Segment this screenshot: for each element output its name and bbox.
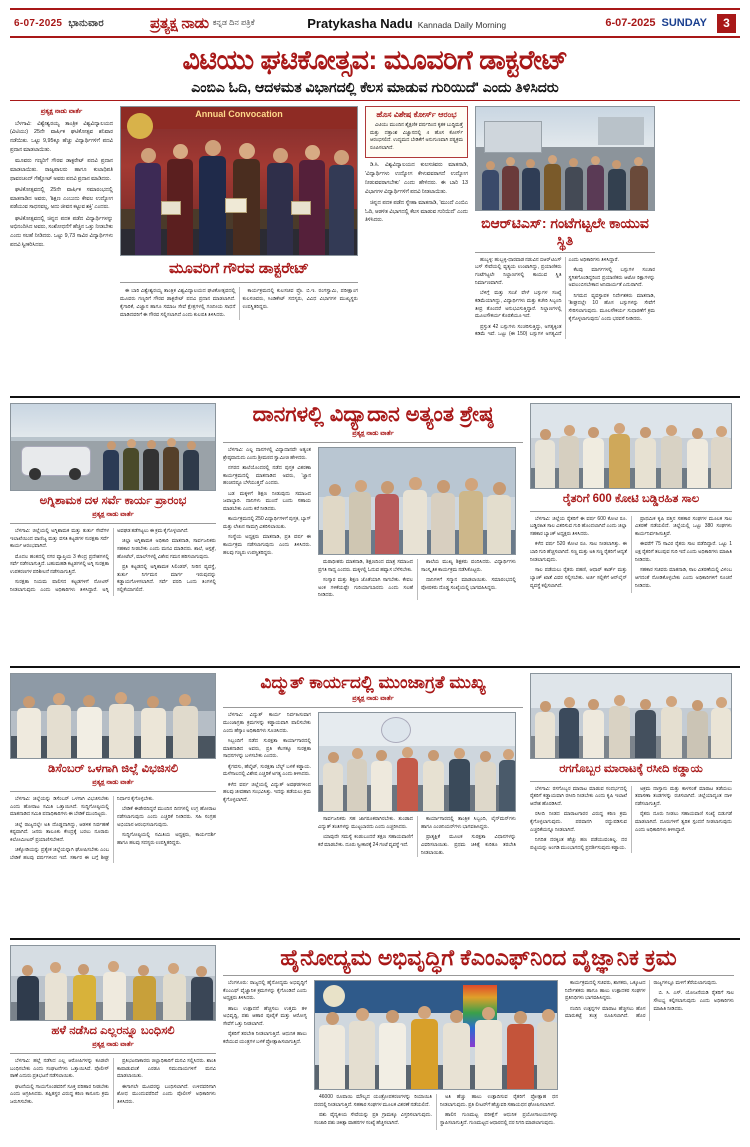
vidyadana-block: [223, 403, 523, 661]
district-division-block: [10, 673, 216, 933]
paragraph: ವಿಟಿಯು ಮುಂದಿನ ಶೈಕ್ಷಣಿಕ ವರ್ಷದಿಂದ ಕೃತಕ ಬುದ್ಧಿಮತ್ತೆ ಮತ್ತು ದತ್ತಾಂಶ ವಿಜ್ಞಾನದಲ್ಲಿ 4 ಹೊಸ ಕೋರ್ಸ್ ಆರಂಭಿಸಲಿದೆ. ಉದ್ಯಮದ ಬೇಡಿಕೆಗೆ ಅನುಗುಣವಾಗಿ ಪಠ್ಯಕ್ರಮ ರೂಪಿಸಲಾಗಿದೆ.: [370, 123, 463, 151]
workshop-photo: [318, 712, 516, 812]
paragraph: ಸುರಕ್ಷತಾ ನಿಯಮ ಪಾಲಿಸದ ಕಟ್ಟಡಗಳಿಗೆ ನೋಟಿಸ್ ನೀಡಲಾಗುವುದು ಎಂದು ಅಧಿಕಾರಿಗಳು ತಿಳಿಸಿದ್ದಾರೆ. ಅಗ್ನಿ ಅವಘಡ ತಡೆಗಟ್ಟಲು ಈ ಕ್ರಮ ಕೈಗೊಳ್ಳಲಾಗಿದೆ.: [10, 527, 189, 594]
paragraph: ಚಿನ್ನದ ಪದಕ ಪಡೆದ ಸ್ನೇಹಾ ಮಾತನಾಡಿ, 'ಮುಂದೆ ಎಂಬಿಎ ಓದಿ, ಆಡಳಿತ ವಿಭಾಗದಲ್ಲಿ ಕೆಲಸ ಮಾಡುವ ಗುರಿಯಿದೆ' ಎಂದು ತಿಳಿಸಿದರು.: [365, 199, 468, 224]
office-meeting-photo: [530, 673, 732, 759]
paragraph: ಹಾಲು ಉತ್ಪಾದನೆ ಹೆಚ್ಚಿಸಲು ಉತ್ತಮ ತಳಿ ಅಭಿವೃದ್ಧಿ, ಪಶು ಆಹಾರ ಪೂರೈಕೆ ಮತ್ತು ಆರೋಗ್ಯ ಸೇವೆಗೆ ಒತ್ತು ನೀಡಲಾಗಿದೆ.: [223, 1005, 307, 1028]
lead-column-1: [10, 106, 113, 391]
masthead-date-left: [14, 18, 104, 29]
paragraph: ಈವರೆಗೆ 75 ಸಾವಿರ ರೈತರು ಸಾಲ ಪಡೆದಿದ್ದಾರೆ. ಒಟ್ಟು 1 ಲಕ್ಷ ರೈತರಿಗೆ ತಲುಪುವ ಗುರಿ ಇದೆ ಎಂದು ಅಧಿಕಾರಿಗಳು ಮಾಹಿತಿ ನೀಡಿದರು.: [635, 541, 732, 563]
lead-column-3: [365, 106, 468, 391]
paragraph: ಬೆಳಗಾವಿ: ವಿದ್ಯುತ್ ಕಾರ್ಯ ನಿರ್ವಹಿಸುವಾಗ ಮುಂಜಾಗ್ರತಾ ಕ್ರಮಗಳನ್ನು ಕಡ್ಡಾಯವಾಗಿ ಪಾಲಿಸಬೇಕು ಎಂದು ಹೆಸ್ಕಾಂ ಅಧಿಕಾರಿಗಳು ಸೂಚಿಸಿದರು.: [223, 712, 311, 734]
paragraph: ಅತಿ ಹೆಚ್ಚು ಹಾಲು ಉತ್ಪಾದಿಸುವ ರೈತರಿಗೆ ಪ್ರೋತ್ಸಾಹ ಧನ ನೀಡಲಾಗುವುದು. ಪ್ರತಿ ಲೀಟರ್‌ಗೆ ಹೆಚ್ಚುವರಿ ಸಹಾಯಧನ ಘೋಷಿಸಲಾಗಿದೆ.: [440, 1093, 558, 1108]
farmer-loan-text: [530, 516, 732, 593]
electricity-inner: [223, 712, 523, 857]
district-division-byline: ಪ್ರತ್ಯಕ್ಷ ನಾಡು ವಾರ್ತೆ: [92, 778, 134, 786]
paragraph: ಕಾರ್ಯಕ್ರಮದಲ್ಲಿ ಕುಲಸಚಿವ ಪ್ರೊ. ಬಿ.ಇ. ರಂಗಸ್ವಾಮಿ, ಪರೀಕ್ಷಾಂಗ ಕುಲಸಚಿವರು, ಸಿಂಡಿಕೇಟ್ ಸದಸ್ಯರು, ವಿವಿಧ ವಿಭಾಗಗಳ ಮುಖ್ಯಸ್ಥರು ಉಪಸ್ಥಿತರಿದ್ದರು.: [242, 287, 358, 311]
electricity-col-2-text: [318, 816, 516, 857]
kmf-col-1: [223, 980, 307, 1130]
farmer-loan-photo: [530, 403, 732, 489]
paragraph: ರೈತರು ದೂರು ನೀಡಲು ಸಹಾಯವಾಣಿ ಸಂಖ್ಯೆ ಬಿಡುಗಡೆ ಮಾಡಲಾಗಿದೆ. ದೂರುಗಳಿಗೆ ತ್ವರಿತ ಸ್ಪಂದನೆ ನೀಡಲಾಗುವುದು ಎಂದು ಅಧಿಕಾರಿಗಳು ತಿಳಿಸಿದ್ದಾರೆ.: [635, 811, 732, 833]
paragraph: ಬಡ ಮಕ್ಕಳಿಗೆ ಶಿಕ್ಷಣ ನೀಡುವುದು ಸಮಾಜದ ಜವಾಬ್ದಾರಿ. ದಾನಿಗಳು ಮುಂದೆ ಬಂದು ಸಹಾಯ ಮಾಡಬೇಕು ಎಂದು ಕರೆ ನೀಡಿದರು.: [223, 490, 311, 512]
paragraph: ಸಂಸ್ಕಾರ ಮತ್ತು ಶಿಕ್ಷಣ ಜೊತೆಯಾಗಿ ಸಾಗಬೇಕು. ಕೇವಲ ಅಂಕ ಗಳಿಕೆಯಷ್ಟೇ ಗುರಿಯಾಗಬಾರದು ಎಂದು ಸಲಹೆ ನೀಡಿದರು.: [318, 576, 413, 599]
brts-crowd-photo: [475, 106, 655, 211]
divider-red-top: [10, 100, 740, 101]
divider-black-3: [10, 938, 740, 940]
farmer-loan-block: [530, 403, 732, 661]
paragraph: ಕೈಗವಸು, ಹೆಲ್ಮೆಟ್, ಸುರಕ್ಷತಾ ಬೆಲ್ಟ್ ಬಳಕೆ ಕಡ್ಡಾಯ. ಮಳೆಗಾಲದಲ್ಲಿ ವಿಶೇಷ ಎಚ್ಚರಿಕೆ ಅಗತ್ಯ ಎಂದು ತಿಳಿಸಿದರು.: [223, 763, 311, 778]
vidyadana-photo-col: [318, 447, 516, 600]
bottom-row: [10, 945, 740, 1129]
district-division-text: [10, 796, 216, 863]
paragraph: ಡಿ.ಸಿ. ವಿಶ್ವವಿದ್ಯಾಲಯದ ಕುಲಸಚಿವರು ಮಾತನಾಡಿ, 'ವಿದ್ಯಾರ್ಥಿಗಳು ಉದ್ಯೋಗ ಕೇಳುವವರಾಗದೆ ಉದ್ಯೋಗ ನೀಡುವವರಾಗಬೇಕು' ಎಂದು ಹೇಳಿದರು. ಈ ಬಾರಿ 13 ವಿಭಾಗಗಳ ವಿದ್ಯಾರ್ಥಿಗಳಿಗೆ ಪದವಿ ನೀಡಲಾಯಿತು.: [365, 162, 468, 195]
paragraph: ಬೆಳಗಾವಿ: ಜಿಲ್ಲೆಯ ರೈತರಿಗೆ ಈ ವರ್ಷ 600 ಕೋಟಿ ರೂ. ಬಡ್ಡಿರಹಿತ ಸಾಲ ವಿತರಿಸುವ ಗುರಿ ಹೊಂದಲಾಗಿದೆ ಎಂದು ಜಿಲ್ಲಾ ಸಹಕಾರ ಬ್ಯಾಂಕ್ ಅಧ್ಯಕ್ಷರು ತಿಳಿಸಿದರು.: [530, 515, 627, 538]
vidyadana-col-1: [223, 447, 311, 600]
bottom-band: [10, 945, 740, 1129]
divider-thin: [120, 282, 358, 283]
protest-text: [10, 1058, 216, 1110]
electricity-safety-headline: ವಿದ್ಮುತ್ ಕಾರ್ಯದಲ್ಲಿ ಮುಂಜಾಗ್ರತೆ ಮುಖ್ಯ: [260, 673, 486, 693]
paragraph: ಕಳೆದ ವರ್ಷ 520 ಕೋಟಿ ರೂ. ಸಾಲ ನೀಡಲಾಗಿತ್ತು. ಈ ಬಾರಿ ಗುರಿ ಹೆಚ್ಚಿಸಲಾಗಿದೆ. ಸಣ್ಣ ಮತ್ತು ಅತಿ ಸಣ್ಣ ರೈತರಿಗೆ ಆದ್ಯತೆ ನೀಡಲಾಗುವುದು.: [530, 541, 628, 563]
divider-black-2: [10, 666, 740, 668]
honorary-doctorate-subhead: ಮೂವರಿಗೆ ಗೌರವ ಡಾಕ್ಟರೇಟ್: [169, 260, 309, 278]
lead-subheadline: ಎಂಬಿಎ ಓದಿ, ಆದಳಮತ ವಿಭಾಗದಲ್ಲಿ ಕೆಲಸ ಮಾಡುವ ಗುರಿಯಿದೆ' ಎಂದು ತಿಳಿಸಿದರು: [191, 78, 559, 95]
paragraph: 46000 ರೂಪಾಯಿ ಮೌಲ್ಯದ ಯಂತ್ರೋಪಕರಣಗಳನ್ನು ರಿಯಾಯಿತಿ ದರದಲ್ಲಿ ನೀಡಲಾಗುತ್ತಿದೆ. ಸಹಕಾರ ಸಂಘಗಳ ಮೂಲಕ ವಿತರಣೆ ನಡೆಯಲಿದೆ.: [314, 1093, 432, 1108]
paragraph: ಮಠಾಧೀಶರು ಮಾತನಾಡಿ, ಶಿಕ್ಷಣದಿಂದ ಮಾತ್ರ ಸಮಾಜದ ಪ್ರಗತಿ ಸಾಧ್ಯ ಎಂದರು. ಮಕ್ಕಳಲ್ಲಿ ಓದುವ ಹವ್ಯಾಸ ಬೆಳೆಸಬೇಕು.: [318, 558, 413, 573]
divider-thin: [223, 442, 523, 443]
fire-dept-byline: ಪ್ರತ್ಯಕ್ಷ ನಾಡು ವಾರ್ತೆ: [92, 510, 134, 518]
paragraph: ಘಟಿಕೋತ್ಸವದಲ್ಲಿ ಚಿನ್ನದ ಪದಕ ಪಡೆದ ವಿದ್ಯಾರ್ಥಿಗಳನ್ನು ಅಭಿನಂದಿಸಿದ ಅವರು, ಸಂಶೋಧನೆಗೆ ಹೆಚ್ಚಿನ ಒತ್ತು ನೀಡಬೇಕು ಎಂದು ಸಲಹೆ ನೀಡಿದರು. ಒಟ್ಟು 9,73 ಸಾವಿರ ವಿದ್ಯಾರ್ಥಿಗಳು ಪದವಿ ಸ್ವೀಕರಿಸಿದರು.: [10, 215, 113, 248]
divider-thin: [223, 707, 523, 708]
lead-col1-text: [10, 120, 113, 250]
brts-text: [475, 257, 655, 340]
paragraph: ಮೊದಲ ಹಂತದಲ್ಲಿ ನಗರ ವ್ಯಾಪ್ತಿಯ 3 ಕೇಂದ್ರ ಪ್ರದೇಶಗಳಲ್ಲಿ ಸರ್ವೆ ನಡೆಸಲಾಗುತ್ತಿದೆ. ಬಹುಮಹಡಿ ಕಟ್ಟಡಗಳಲ್ಲಿ ಅಗ್ನಿ ಸುರಕ್ಷತಾ ಉಪಕರಣಗಳ ಪರಿಶೀಲನೆ ನಡೆಸಲಾಗುತ್ತಿದೆ.: [10, 553, 109, 576]
divider-thin: [530, 511, 732, 512]
vidyadana-byline: ಪ್ರತ್ಯಕ್ಷ ನಾಡು ವಾರ್ತೆ: [352, 429, 394, 437]
logo-kannada-title: ಪ್ರತ್ಯಕ್ಷ ನಾಡು: [149, 14, 209, 32]
paragraph: ರಸೀದಿ ನೀಡದ ಮಾರಾಟಗಾರರ ವಿರುದ್ಧ ಕಠಿಣ ಕ್ರಮ ಕೈಗೊಳ್ಳಲಾಗುವುದು. ಪರವಾನಗಿ ರದ್ದುಪಡಿಸುವ ಎಚ್ಚರಿಕೆಯನ್ನೂ ನೀಡಲಾಗಿದೆ.: [530, 811, 627, 833]
lead-col3-text: [365, 161, 468, 225]
masthead: [10, 8, 740, 38]
district-division-caption: ಡಿಸೆಂಬರ್ ಒಳಗಾಗಿ ಜಿಲ್ಲೆ ವಿಭಜಿಸಲಿ: [47, 763, 179, 776]
paragraph: ರೈತರಿಗೆ ತರಬೇತಿ ನೀಡಲಾಗುತ್ತಿದೆ. ಆಧುನಿಕ ಹಾಲು ಕರೆಯುವ ಯಂತ್ರಗಳ ಬಳಕೆ ಪ್ರೋತ್ಸಾಹಿಸಲಾಗುತ್ತಿದೆ.: [223, 1031, 307, 1046]
title-english-subtitle: Kannada Daily Morning: [417, 19, 507, 30]
new-course-box-heading: ಹೊಸ ವಿಶೇಷ ಕೋರ್ಸ್ ಆರಂಭ: [376, 110, 457, 120]
divider-thin: [530, 781, 732, 782]
electricity-safety-byline: ಪ್ರತ್ಯಕ್ಷ ನಾಡು ವಾರ್ತೆ: [352, 695, 394, 703]
fertilizer-caption: ರಗಗೊಬ್ಬರ ಮಾರಾಟಕ್ಕೆ ರಸೀದಿ ಕಡ್ಡಾಯ: [559, 763, 703, 776]
brts-headline: ಬಿಆರ್‌ಟಿಎಸ್: ಗಂಟೆಗಟ್ಟಲೇ ಕಾಯುವ ಸ್ಥಿತಿ: [481, 215, 649, 248]
fire-dept-text: [10, 528, 216, 596]
middle-band: [10, 403, 740, 661]
paragraph: ಪ್ರತಿ ಕಟ್ಟಡದಲ್ಲಿ ಅಗ್ನಿಶಾಮಕ ಸಿಲಿಂಡರ್, ನೀರಿನ ವ್ಯವಸ್ಥೆ, ತುರ್ತು ನಿರ್ಗಮನ ಮಾರ್ಗ ಇರುವುದನ್ನು ಕಡ್ಡಾಯಗೊಳಿಸಲಾಗಿದೆ. ಸರ್ವೆ ವರದಿ ಒಂದು ತಿಂಗಳಲ್ಲಿ ಸಲ್ಲಿಕೆಯಾಗಲಿದೆ.: [117, 563, 216, 594]
electricity-col-1: [223, 712, 311, 857]
kmf-col-right: [565, 980, 734, 1130]
paragraph: ನಂದಿನಿ ಉತ್ಪನ್ನಗಳ ಮಾರಾಟ ಹೆಚ್ಚಿಸಲು ಹೊಸ ಮಾರುಕಟ್ಟೆ ತಂತ್ರ ರೂಪಿಸಲಾಗಿದೆ. ಹೊರ ರಾಜ್ಯಗಳಲ್ಲೂ ಮಳಿಗೆ ತೆರೆಯಲಾಗುವುದು.: [565, 979, 718, 1020]
vidyadana-inner: [223, 447, 523, 600]
logo-kannada-subtitle: ಕನ್ನಡ ದಿನ ಪತ್ರಿಕೆ: [212, 18, 255, 27]
divider-thin: [10, 791, 216, 792]
paragraph: ನಿಗಮದ ವ್ಯವಸ್ಥಾಪಕ ನಿರ್ದೇಶಕರು ಮಾತನಾಡಿ, 'ಶೀಘ್ರದಲ್ಲೇ 10 ಹೊಸ ಬಸ್ಸುಗಳನ್ನು ಸೇವೆಗೆ ಸೇರಿಸಲಾಗುವುದು. ಮೂಲಸೌಕರ್ಯ ಸುಧಾರಣೆಗೆ ಕ್ರಮ ಕೈಗೊಳ್ಳಲಾಗುವುದು' ಎಂದು ಭರವಸೆ ನೀಡಿದರು.: [568, 292, 655, 322]
electricity-photo-col: [318, 712, 516, 857]
paragraph: ಯಾವುದೇ ಸಮಸ್ಯೆ ಕಂಡುಬಂದರೆ ತಕ್ಷಣ ಸಹಾಯವಾಣಿಗೆ ಕರೆ ಮಾಡಬೇಕು. ದೂರು ಸ್ವೀಕಾರಕ್ಕೆ 24 ಗಂಟೆ ವ್ಯವಸ್ಥೆ ಇದೆ.: [318, 834, 413, 848]
fire-dept-photo: [10, 403, 216, 491]
convocation-photo: Annual Convocation: [120, 106, 358, 256]
weekday-kannada: ಭಾನುವಾರ: [68, 17, 104, 29]
paragraph: ಪ್ರಾತ್ಯಕ್ಷಿಕೆ ಮೂಲಕ ಸುರಕ್ಷತಾ ವಿಧಾನಗಳನ್ನು ವಿವರಿಸಲಾಯಿತು. ಪ್ರಥಮ ಚಿಕಿತ್ಸೆ ಕುರಿತೂ ತರಬೇತಿ ನೀಡಲಾಯಿತು.: [421, 834, 516, 856]
fire-dept-caption: ಅಗ್ನಿಶಾಮಕ ದಳ ಸರ್ವೆ ಕಾರ್ಯ ಪ್ರಾರಂಭ: [39, 495, 187, 508]
paragraph: ಹಾಲಿನ ಗುಣಮಟ್ಟ ಪರೀಕ್ಷೆಗೆ ಆಧುನಿಕ ಪ್ರಯೋಗಾಲಯಗಳನ್ನು ಸ್ಥಾಪಿಸಲಾಗುತ್ತಿದೆ. ಗುಣಮಟ್ಟದ ಆಧಾರದಲ್ಲಿ ದರ ನಿಗದಿ ಮಾಡಲಾಗುವುದು.: [440, 1111, 558, 1126]
paragraph: ಕಾರ್ಯಕ್ರಮದಲ್ಲಿ ಸಚಿವರು, ಶಾಸಕರು, ಒಕ್ಕೂಟದ ನಿರ್ದೇಶಕರು ಹಾಗೂ ಹಾಲು ಉತ್ಪಾದಕರ ಸಂಘಗಳ ಪ್ರತಿನಿಧಿಗಳು ಭಾಗವಹಿಸಿದ್ದರು.: [565, 979, 646, 1002]
masthead-english-title: [307, 16, 506, 31]
paragraph: ಜಿಲ್ಲಾ ಅಗ್ನಿಶಾಮಕ ಅಧಿಕಾರಿ ಮಾತನಾಡಿ, ಸಾರ್ವಜನಿಕರು ಸಹಕಾರ ನೀಡಬೇಕು ಎಂದು ಮನವಿ ಮಾಡಿದರು. ಶಾಲೆ, ಆಸ್ಪತ್ರೆ, ಹೋಟೆಲ್, ಮಾಲ್‌ಗಳಲ್ಲಿ ವಿಶೇಷ ಗಮನ ಹರಿಸಲಾಗುವುದು.: [117, 538, 216, 560]
title-english: Pratykasha Nadu: [307, 15, 413, 31]
weekday-english: SUNDAY: [661, 17, 707, 29]
paragraph: ಸಹಕಾರ ಸಚಿವರು ಮಾತನಾಡಿ, ಸಾಲ ವಿತರಣೆಯಲ್ಲಿ ವಿಳಂಬ ಆಗದಂತೆ ನೋಡಿಕೊಳ್ಳಬೇಕು ಎಂದು ಅಧಿಕಾರಿಗಳಿಗೆ ಸೂಚನೆ ನೀಡಿದರು.: [635, 567, 732, 589]
lower-band: [10, 673, 740, 933]
protest-photo: [10, 945, 216, 1021]
lead-block: [10, 106, 740, 391]
paragraph: ಬೆಳಗಾವಿ: ಎಲ್ಲ ದಾನಗಳಲ್ಲಿ ವಿದ್ಯಾದಾನವೇ ಅತ್ಯಂತ ಶ್ರೇಷ್ಠವಾದುದು ಎಂದು ಶ್ರೀಮಠದ ಸ್ವಾಮೀಜಿ ಹೇಳಿದರು.: [223, 446, 311, 461]
paragraph: ಕಳೆದ ವರ್ಷ ಜಿಲ್ಲೆಯಲ್ಲಿ ವಿದ್ಯುತ್ ಅವಘಡಗಳಿಂದ ಹಲವು ಜೀವಹಾನಿ ಸಂಭವಿಸಿತ್ತು. ಇದನ್ನು ತಡೆಯಲು ಕ್ರಮ ಕೈಗೊಳ್ಳಲಾಗಿದೆ.: [223, 781, 311, 804]
paragraph: ಕಾರ್ಯಾಗಾರದಲ್ಲಿ ತಾಂತ್ರಿಕ ಸಿಬ್ಬಂದಿ, ಲೈನ್‌ಮನ್‌ಗಳು ಹಾಗೂ ಎಂಜಿನಿಯರ್‌ಗಳು ಭಾಗವಹಿಸಿದ್ದರು.: [421, 816, 516, 830]
paragraph: ಬೇಡಿಕೆ ಈಡೇರದಿದ್ದರೆ ಮುಂದಿನ ದಿನಗಳಲ್ಲಿ ಉಗ್ರ ಹೋರಾಟ ನಡೆಸಲಾಗುವುದು ಎಂದು ಎಚ್ಚರಿಕೆ ನೀಡಿದರು. ಸಹಿ ಸಂಗ್ರಹ ಅಭಿಯಾನ ಆರಂಭಿಸಲಾಗುವುದು.: [117, 806, 216, 828]
divider-thin: [223, 975, 734, 976]
paragraph: ನಿಗದಿತ ದರಕ್ಕಿಂತ ಹೆಚ್ಚು ಹಣ ಪಡೆಯುವಂತಿಲ್ಲ. ದರ ಪಟ್ಟಿಯನ್ನು ಅಂಗಡಿ ಮುಂಭಾಗದಲ್ಲಿ ಪ್ರದರ್ಶಿಸುವುದು ಕಡ್ಡಾಯ.: [530, 837, 627, 851]
paragraph: ಬೆಳಗಾವಿ: ಜಿಲ್ಲೆಯಲ್ಲಿ ಅಗ್ನಿಶಾಮಕ ಮತ್ತು ತುರ್ತು ಸೇವೆಗಳ ಇಲಾಖೆಯಿಂದ ವಾಣಿಜ್ಯ ಮತ್ತು ವಸತಿ ಕಟ್ಟಡಗಳ ಸುರಕ್ಷತಾ ಸರ್ವೆ ಕಾರ್ಯ ಆರಂಭವಾಗಿದೆ.: [10, 527, 109, 550]
lead-photo-column: [120, 106, 358, 391]
vidyadana-headline: ದಾನಗಳಲ್ಲಿ ವಿದ್ಯಾದಾನ ಅತ್ಯಂತ ಶ್ರೇಷ್ಠ: [252, 403, 494, 427]
paragraph: ಸಿಬ್ಬಂದಿಗೆ ನಡೆದ ಸುರಕ್ಷತಾ ಕಾರ್ಯಾಗಾರದಲ್ಲಿ ಮಾತನಾಡಿದ ಅವರು, ಪ್ರತಿ ಕೆಲಸಕ್ಕೂ ಸುರಕ್ಷತಾ ಸಾಧನಗಳನ್ನು ಬಳಸಬೇಕು ಎಂದರು.: [223, 737, 311, 760]
fertilizer-block: [530, 673, 732, 933]
paragraph: ಅಕ್ರಮ ದಾಸ್ತಾನು ಮತ್ತು ಕಾಳಸಂತೆ ಮಾರಾಟ ತಡೆಯಲು ತಪಾಸಣಾ ತಂಡಗಳನ್ನು ರಚಿಸಲಾಗಿದೆ. ಜಿಲ್ಲೆಯಾದ್ಯಂತ ದಾಳಿ ನಡೆಸಲಾಗುತ್ತಿದೆ.: [635, 785, 732, 808]
kmf-col-2-text: [314, 1094, 558, 1130]
kmf-inner: [223, 980, 734, 1130]
paragraph: ಕೆಲವು ಮಾರ್ಗಗಳಲ್ಲಿ ಬಸ್ಸುಗಳ ಸಂಚಾರ ಸ್ಥಗಿತಗೊಂಡಿದ್ದರಿಂದ ಪ್ರಯಾಣಿಕರು ಆಟೋ ರಿಕ್ಷಾಗಳನ್ನು ಅವಲಂಬಿಸಬೇಕಾದ ಅನಿವಾರ್ಯತೆ ಎದುರಾಗಿದೆ.: [568, 266, 655, 289]
paragraph: ಪಶು ವೈದ್ಯಕೀಯ ಸೇವೆಯನ್ನು ಪ್ರತಿ ಗ್ರಾಮಕ್ಕೂ ವಿಸ್ತರಿಸಲಾಗುವುದು. ಸಂಚಾರಿ ಪಶು ಚಿಕಿತ್ಸಾ ವಾಹನಗಳ ಸಂಖ್ಯೆ ಹೆಚ್ಚಿಸಲಾಗಿದೆ.: [314, 1111, 432, 1126]
divider-thin: [475, 252, 655, 253]
paragraph: ಪ್ರಸ್ತುತ 42 ಬಸ್ಸುಗಳು ಸಂಚರಿಸುತ್ತಿದ್ದು, ಅಗತ್ಯಕ್ಕಿಂತ ಕಡಿಮೆ ಇವೆ. ಒಟ್ಟು (ಈ 150) ಬಸ್ಸುಗಳ ಅಗತ್ಯವಿದೆ ಎಂದು ಅಧಿಕಾರಿಗಳು ತಿಳಿಸಿದ್ದಾರೆ.: [475, 256, 619, 338]
protest-byline: ಪ್ರತ್ಯಕ್ಷ ನಾಡು ವಾರ್ತೆ: [92, 1040, 134, 1048]
masthead-logo: [150, 15, 255, 32]
paragraph: ಪ್ರತಿಭಟನಾಕಾರರು ಜಿಲ್ಲಾಧಿಕಾರಿಗೆ ಮನವಿ ಸಲ್ಲಿಸಿದರು. ಶಾಂತಿ ಕಾಪಾಡುವಂತೆ ಎರಡೂ ಸಮುದಾಯಗಳಿಗೆ ಮನವಿ ಮಾಡಲಾಯಿತು.: [117, 1057, 216, 1080]
protest-block: [10, 945, 216, 1129]
kmf-photo-col: [314, 980, 558, 1130]
paragraph: ಶಾಲೆಯ ಮುಖ್ಯ ಶಿಕ್ಷಕರು ವಂದಿಸಿದರು. ವಿದ್ಯಾರ್ಥಿಗಳು ಸಾಂಸ್ಕೃತಿಕ ಕಾರ್ಯಕ್ರಮ ನಡೆಸಿಕೊಟ್ಟರು.: [421, 558, 516, 573]
paragraph: ಬೆಳಗಾವಿ: ವಿಶ್ವೇಶ್ವರಯ್ಯ ತಾಂತ್ರಿಕ ವಿಶ್ವವಿದ್ಯಾಲಯದ (ವಿಟಿಯು) 25ನೇ ವಾರ್ಷಿಕ ಘಟಿಕೋತ್ಸವ ಶನಿವಾರ ನಡೆಯಿತು. ಒಟ್ಟು 9,95ಕ್ಕೂ ಹೆಚ್ಚು ವಿದ್ಯಾರ್ಥಿಗಳಿಗೆ ಪದವಿ ಪ್ರದಾನ ಮಾಡಲಾಯಿತು.: [10, 120, 113, 153]
fertilizer-text: [530, 786, 732, 853]
paragraph: ಬೆಳಗಾವಿ: ರಸಗೊಬ್ಬರ ಮಾರಾಟ ಮಾಡುವ ಸಂದರ್ಭದಲ್ಲಿ ರೈತರಿಗೆ ಕಡ್ಡಾಯವಾಗಿ ರಸೀದಿ ನೀಡಬೇಕು ಎಂದು ಕೃಷಿ ಇಲಾಖೆ ಆದೇಶ ಹೊರಡಿಸಿದೆ.: [530, 785, 627, 808]
paragraph: ಪ್ರಾಥಮಿಕ ಕೃಷಿ ಪತ್ತಿನ ಸಹಕಾರ ಸಂಘಗಳ ಮೂಲಕ ಸಾಲ ವಿತರಣೆ ನಡೆಯಲಿದೆ. ಜಿಲ್ಲೆಯಲ್ಲಿ ಒಟ್ಟು 380 ಸಂಘಗಳು ಕಾರ್ಯನಿರ್ವಹಿಸುತ್ತಿವೆ.: [635, 515, 732, 538]
paragraph: ಬಿ. ಸಿ. ಎಸ್. ಯೋಜನೆಯಡಿ ರೈತರಿಗೆ ಸಾಲ ಸೌಲಭ್ಯ ಕಲ್ಪಿಸಲಾಗುವುದು ಎಂದು ಅಧಿಕಾರಿಗಳು ಮಾಹಿತಿ ನೀಡಿದರು.: [653, 990, 734, 1012]
paragraph: ಸಂಸ್ಥೆಯ ಅಧ್ಯಕ್ಷರು ಮಾತನಾಡಿ, ಪ್ರತಿ ವರ್ಷ ಈ ಕಾರ್ಯಕ್ರಮ ನಡೆಸಲಾಗುವುದು ಎಂದು ತಿಳಿಸಿದರು. ಹಲವು ಗಣ್ಯರು ಉಪಸ್ಥಿತರಿದ್ದರು.: [223, 534, 311, 556]
paragraph: ಬೆಳಿಗ್ಗೆ ಮತ್ತು ಸಂಜೆ ವೇಳೆ ಬಸ್ಸುಗಳ ಸಂಖ್ಯೆ ಕಡಿಮೆಯಾಗಿದ್ದು, ವಿದ್ಯಾರ್ಥಿಗಳು ಮತ್ತು ಕಚೇರಿ ಸಿಬ್ಬಂದಿ ತೀವ್ರ ತೊಂದರೆ ಅನುಭವಿಸುತ್ತಿದ್ದಾರೆ. ನಿಲ್ದಾಣಗಳಲ್ಲಿ ಮೂಲಸೌಕರ್ಯ ಕೊರತೆಯೂ ಇದೆ.: [475, 290, 562, 320]
lead-headline: ವಿಟಿಯು ಘಟಿಕೋತ್ಸವ: ಮೂವರಿಗೆ ಡಾಕ್ಟರೇಟ್: [182, 45, 568, 75]
paragraph: ಜಿಲ್ಲೆ ರಾಜ್ಯದಲ್ಲೇ ಅತಿ ದೊಡ್ಡದಾಗಿದ್ದು, ಆಡಳಿತ ನಿರ್ವಹಣೆ ಕಷ್ಟವಾಗಿದೆ. ಜನರು ತಾಲೂಕು ಕೇಂದ್ರಕ್ಕೆ ಬರಲು ನೂರಾರು ಕಿಲೋಮೀಟರ್ ಪ್ರಯಾಣಿಸಬೇಕಿದೆ.: [10, 821, 109, 844]
date-right-text: 6-07-2025: [605, 17, 656, 29]
divider-black-1: [10, 396, 740, 398]
paragraph: ದಾನಿಗಳಿಗೆ ಸನ್ಮಾನ ಮಾಡಲಾಯಿತು. ಸಮಾರಂಭದಲ್ಲಿ ಪೋಷಕರು ದೊಡ್ಡ ಸಂಖ್ಯೆಯಲ್ಲಿ ಭಾಗವಹಿಸಿದ್ದರು.: [421, 576, 516, 591]
paragraph: ಸಾಲ ಪಡೆಯಲು ರೈತರು ಪಹಣಿ, ಆಧಾರ್ ಕಾರ್ಡ್ ಮತ್ತು ಬ್ಯಾಂಕ್ ಖಾತೆ ವಿವರ ಸಲ್ಲಿಸಬೇಕು. ಅರ್ಜಿ ಸಲ್ಲಿಕೆಗೆ ಆನ್‌ಲೈನ್ ವ್ಯವಸ್ಥೆ ಕಲ್ಪಿಸಲಾಗಿದೆ.: [530, 567, 627, 589]
paragraph: ನಗರದ ಶಾಲೆಯೊಂದರಲ್ಲಿ ನಡೆದ ಪುಸ್ತಕ ವಿತರಣಾ ಕಾರ್ಯಕ್ರಮದಲ್ಲಿ ಮಾತನಾಡಿದ ಅವರು, 'ಜ್ಞಾನ ಹಂಚಿದಷ್ಟೂ ಬೆಳೆಯುತ್ತದೆ' ಎಂದರು.: [223, 464, 311, 487]
new-course-box: [365, 106, 468, 158]
paragraph: ಹುಬ್ಬಳ್ಳಿ: ಹುಬ್ಬಳ್ಳಿ-ಧಾರವಾಡ ನಡುವಿನ ಬಿಆರ್‌ಟಿಎಸ್ ಬಸ್ ಸೇವೆಯಲ್ಲಿ ವ್ಯತ್ಯಯ ಉಂಟಾಗಿದ್ದು, ಪ್ರಯಾಣಿಕರು ಗಂಟೆಗಟ್ಟಲೇ ನಿಲ್ದಾಣಗಳಲ್ಲಿ ಕಾಯುವ ಸ್ಥಿತಿ ನಿರ್ಮಾಣವಾಗಿದೆ.: [475, 256, 562, 286]
paragraph: ಘಟನೆಯಲ್ಲಿ ಗಾಯಗೊಂಡವರಿಗೆ ಸೂಕ್ತ ಪರಿಹಾರ ನೀಡಬೇಕು ಎಂದು ಆಗ್ರಹಿಸಿದರು. ತಪ್ಪಿತಸ್ಥರ ವಿರುದ್ಧ ಕಠಿಣ ಕಾನೂನು ಕ್ರಮ ಜರುಗಿಸಬೇಕು.: [10, 1083, 109, 1106]
paragraph: ಕಾರ್ಯಕ್ರಮದಲ್ಲಿ 250 ವಿದ್ಯಾರ್ಥಿಗಳಿಗೆ ಪುಸ್ತಕ, ಬ್ಯಾಗ್ ಮತ್ತು ಲೇಖನ ಸಾಮಗ್ರಿ ವಿತರಿಸಲಾಯಿತು.: [223, 516, 311, 530]
kmf-stage-photo: [314, 980, 558, 1090]
lead-byline: ಪ್ರತ್ಯಕ್ಷ ನಾಡು ವಾರ್ತೆ: [40, 108, 83, 116]
divider-thin: [10, 1053, 216, 1054]
brts-column: [475, 106, 655, 391]
page-number-badge: 3: [717, 14, 736, 33]
paragraph: ಚಿಕ್ಕೋಡಿಯನ್ನು ಪ್ರತ್ಯೇಕ ಜಿಲ್ಲೆಯನ್ನಾಗಿ ಘೋಷಿಸಬೇಕು ಎಂಬ ಬೇಡಿಕೆ ಹಲವು ವರ್ಷಗಳಿಂದ ಇದೆ. ಸರ್ಕಾರ ಈ ಬಗ್ಗೆ ಶೀಘ್ರ ನಿರ್ಧಾರ ಕೈಗೊಳ್ಳಬೇಕು.: [10, 795, 154, 862]
paragraph: ಬೆಳಗಾವಿ: ಹಲ್ಲೆ ನಡೆಸಿದ ಎಲ್ಲ ಆರೋಪಿಗಳನ್ನು ಕೂಡಲೇ ಬಂಧಿಸಬೇಕು ಎಂದು ಸಂಘಟನೆಗಳು ಒತ್ತಾಯಿಸಿವೆ. ಪೊಲೀಸ್ ಠಾಣೆ ಎದುರು ಪ್ರತಿಭಟನೆ ನಡೆಸಲಾಯಿತು.: [10, 1057, 109, 1080]
press-conference-photo: [10, 673, 216, 759]
paragraph: ಬೆಂಗಳೂರು: ರಾಜ್ಯದಲ್ಲಿ ಹೈನೋದ್ಯಮ ಅಭಿವೃದ್ಧಿಗೆ ಕೆಎಂಎಫ್ ವೈಜ್ಞಾನಿಕ ಕ್ರಮಗಳನ್ನು ಕೈಗೊಂಡಿದೆ ಎಂದು ಅಧ್ಯಕ್ಷರು ತಿಳಿಸಿದರು.: [223, 979, 307, 1002]
date-left-text: 6-07-2025: [14, 17, 63, 29]
new-course-box-text: [370, 122, 463, 151]
honorary-doctorate-text: [120, 287, 358, 320]
electricity-safety-block: [223, 673, 523, 933]
paragraph: ಘಟಿಕೋತ್ಸವದಲ್ಲಿ 25ನೇ ವಾರ್ಷಿಕ ಸಮಾರಂಭದಲ್ಲಿ ಮಾತನಾಡಿದ ಅವರು, 'ಶಿಕ್ಷಣ ಎಂಬುದು ಕೇವಲ ಉದ್ಯೋಗ ಪಡೆಯುವ ಸಾಧನವಲ್ಲ, ಅದು ಜೀವನ ಕಟ್ಟುವ ಶಕ್ತಿ' ಎಂದರು.: [10, 186, 113, 211]
kmf-block: [223, 945, 734, 1129]
fire-dept-block: [10, 403, 216, 661]
paragraph: ಬೆಳಗಾವಿ: ಜಿಲ್ಲೆಯನ್ನು ಡಿಸೆಂಬರ್ ಒಳಗಾಗಿ ವಿಭಜಿಸಬೇಕು ಎಂದು ಹೋರಾಟ ಸಮಿತಿ ಒತ್ತಾಯಿಸಿದೆ. ಸುದ್ದಿಗೋಷ್ಠಿಯಲ್ಲಿ ಮಾತನಾಡಿದ ಸಮಿತಿ ಪದಾಧಿಕಾರಿಗಳು ಈ ಬೇಡಿಕೆ ಮುಂದಿಟ್ಟರು.: [10, 795, 109, 818]
kmf-headline: ಹೈನೋದ್ಯಮ ಅಭಿವೃದ್ಧಿಗೆ ಕೆಎಂಎಫ್‌ನಿಂದ ವೈಜ್ಞಾನಿಕ ಕ್ರಮ: [280, 945, 677, 971]
paragraph: ಮೂವರು ಗಣ್ಯರಿಗೆ ಗೌರವ ಡಾಕ್ಟರೇಟ್ ಪದವಿ ಪ್ರದಾನ ಮಾಡಲಾಯಿತು. ರಾಜ್ಯಪಾಲರು ಹಾಗೂ ಕುಲಾಧಿಪತಿ ಥಾವರಚಂದ್ ಗೆಹ್ಲೋಟ್ ಅವರು ಪದವಿ ಪ್ರದಾನ ಮಾಡಿದರು.: [10, 158, 113, 182]
masthead-right: [605, 14, 736, 33]
vidyadana-col-2-text: [318, 559, 516, 600]
protest-caption: ಹಳೆ ನಡೆಸಿದ ಎಲ್ಲರನ್ನೂ ಬಂಧಿಸಲಿ: [51, 1025, 175, 1038]
book-donation-photo: [318, 447, 516, 555]
divider-thin: [10, 523, 216, 524]
paragraph: ಈ ಬಾರಿ ವಿಶ್ವೇಶ್ವರಯ್ಯ ತಾಂತ್ರಿಕ ವಿಶ್ವವಿದ್ಯಾಲಯದ ಘಟಿಕೋತ್ಸವದಲ್ಲಿ ಮೂವರು ಗಣ್ಯರಿಗೆ ಗೌರವ ಡಾಕ್ಟರೇಟ್ ಪದವಿ ಪ್ರದಾನ ಮಾಡಲಾಗಿದೆ. ಕೈಗಾರಿಕೆ, ವಿಜ್ಞಾನ ಹಾಗೂ ಸಮಾಜ ಸೇವೆ ಕ್ಷೇತ್ರಗಳಲ್ಲಿ ಗಣನೀಯ ಸಾಧನೆ ಮಾಡಿದವರಿಗೆ ಈ ಗೌರವ ಸಲ್ಲಿಸಲಾಗಿದೆ ಎಂದು ಕುಲಪತಿ ತಿಳಿಸಿದರು.: [120, 287, 236, 319]
paragraph: ಸುದ್ದಿಗೋಷ್ಠಿಯಲ್ಲಿ ಸಮಿತಿಯ ಅಧ್ಯಕ್ಷರು, ಕಾರ್ಯದರ್ಶಿ ಹಾಗೂ ಹಲವು ಸದಸ್ಯರು ಉಪಸ್ಥಿತರಿದ್ದರು.: [117, 831, 216, 846]
paragraph: ಸಾರ್ವಜನಿಕರು ಸಹ ಜಾಗರೂಕರಾಗಿರಬೇಕು. ತುಂಡಾದ ವಿದ್ಯುತ್ ತಂತಿಗಳನ್ನು ಮುಟ್ಟಬಾರದು ಎಂದು ಎಚ್ಚರಿಸಿದರು.: [318, 816, 413, 830]
farmer-loan-caption: ರೈತರಿಗೆ 600 ಕೋಟಿ ಬಡ್ಡಿರಹಿತ ಸಾಲ: [562, 493, 700, 506]
paragraph: ಈಗಾಗಲೇ ಮೂವರನ್ನು ಬಂಧಿಸಲಾಗಿದೆ. ಉಳಿದವರಿಗಾಗಿ ಶೋಧ ಮುಂದುವರೆದಿದೆ ಎಂದು ಪೊಲೀಸ್ ಅಧಿಕಾರಿಗಳು ತಿಳಿಸಿದರು.: [117, 1083, 216, 1106]
